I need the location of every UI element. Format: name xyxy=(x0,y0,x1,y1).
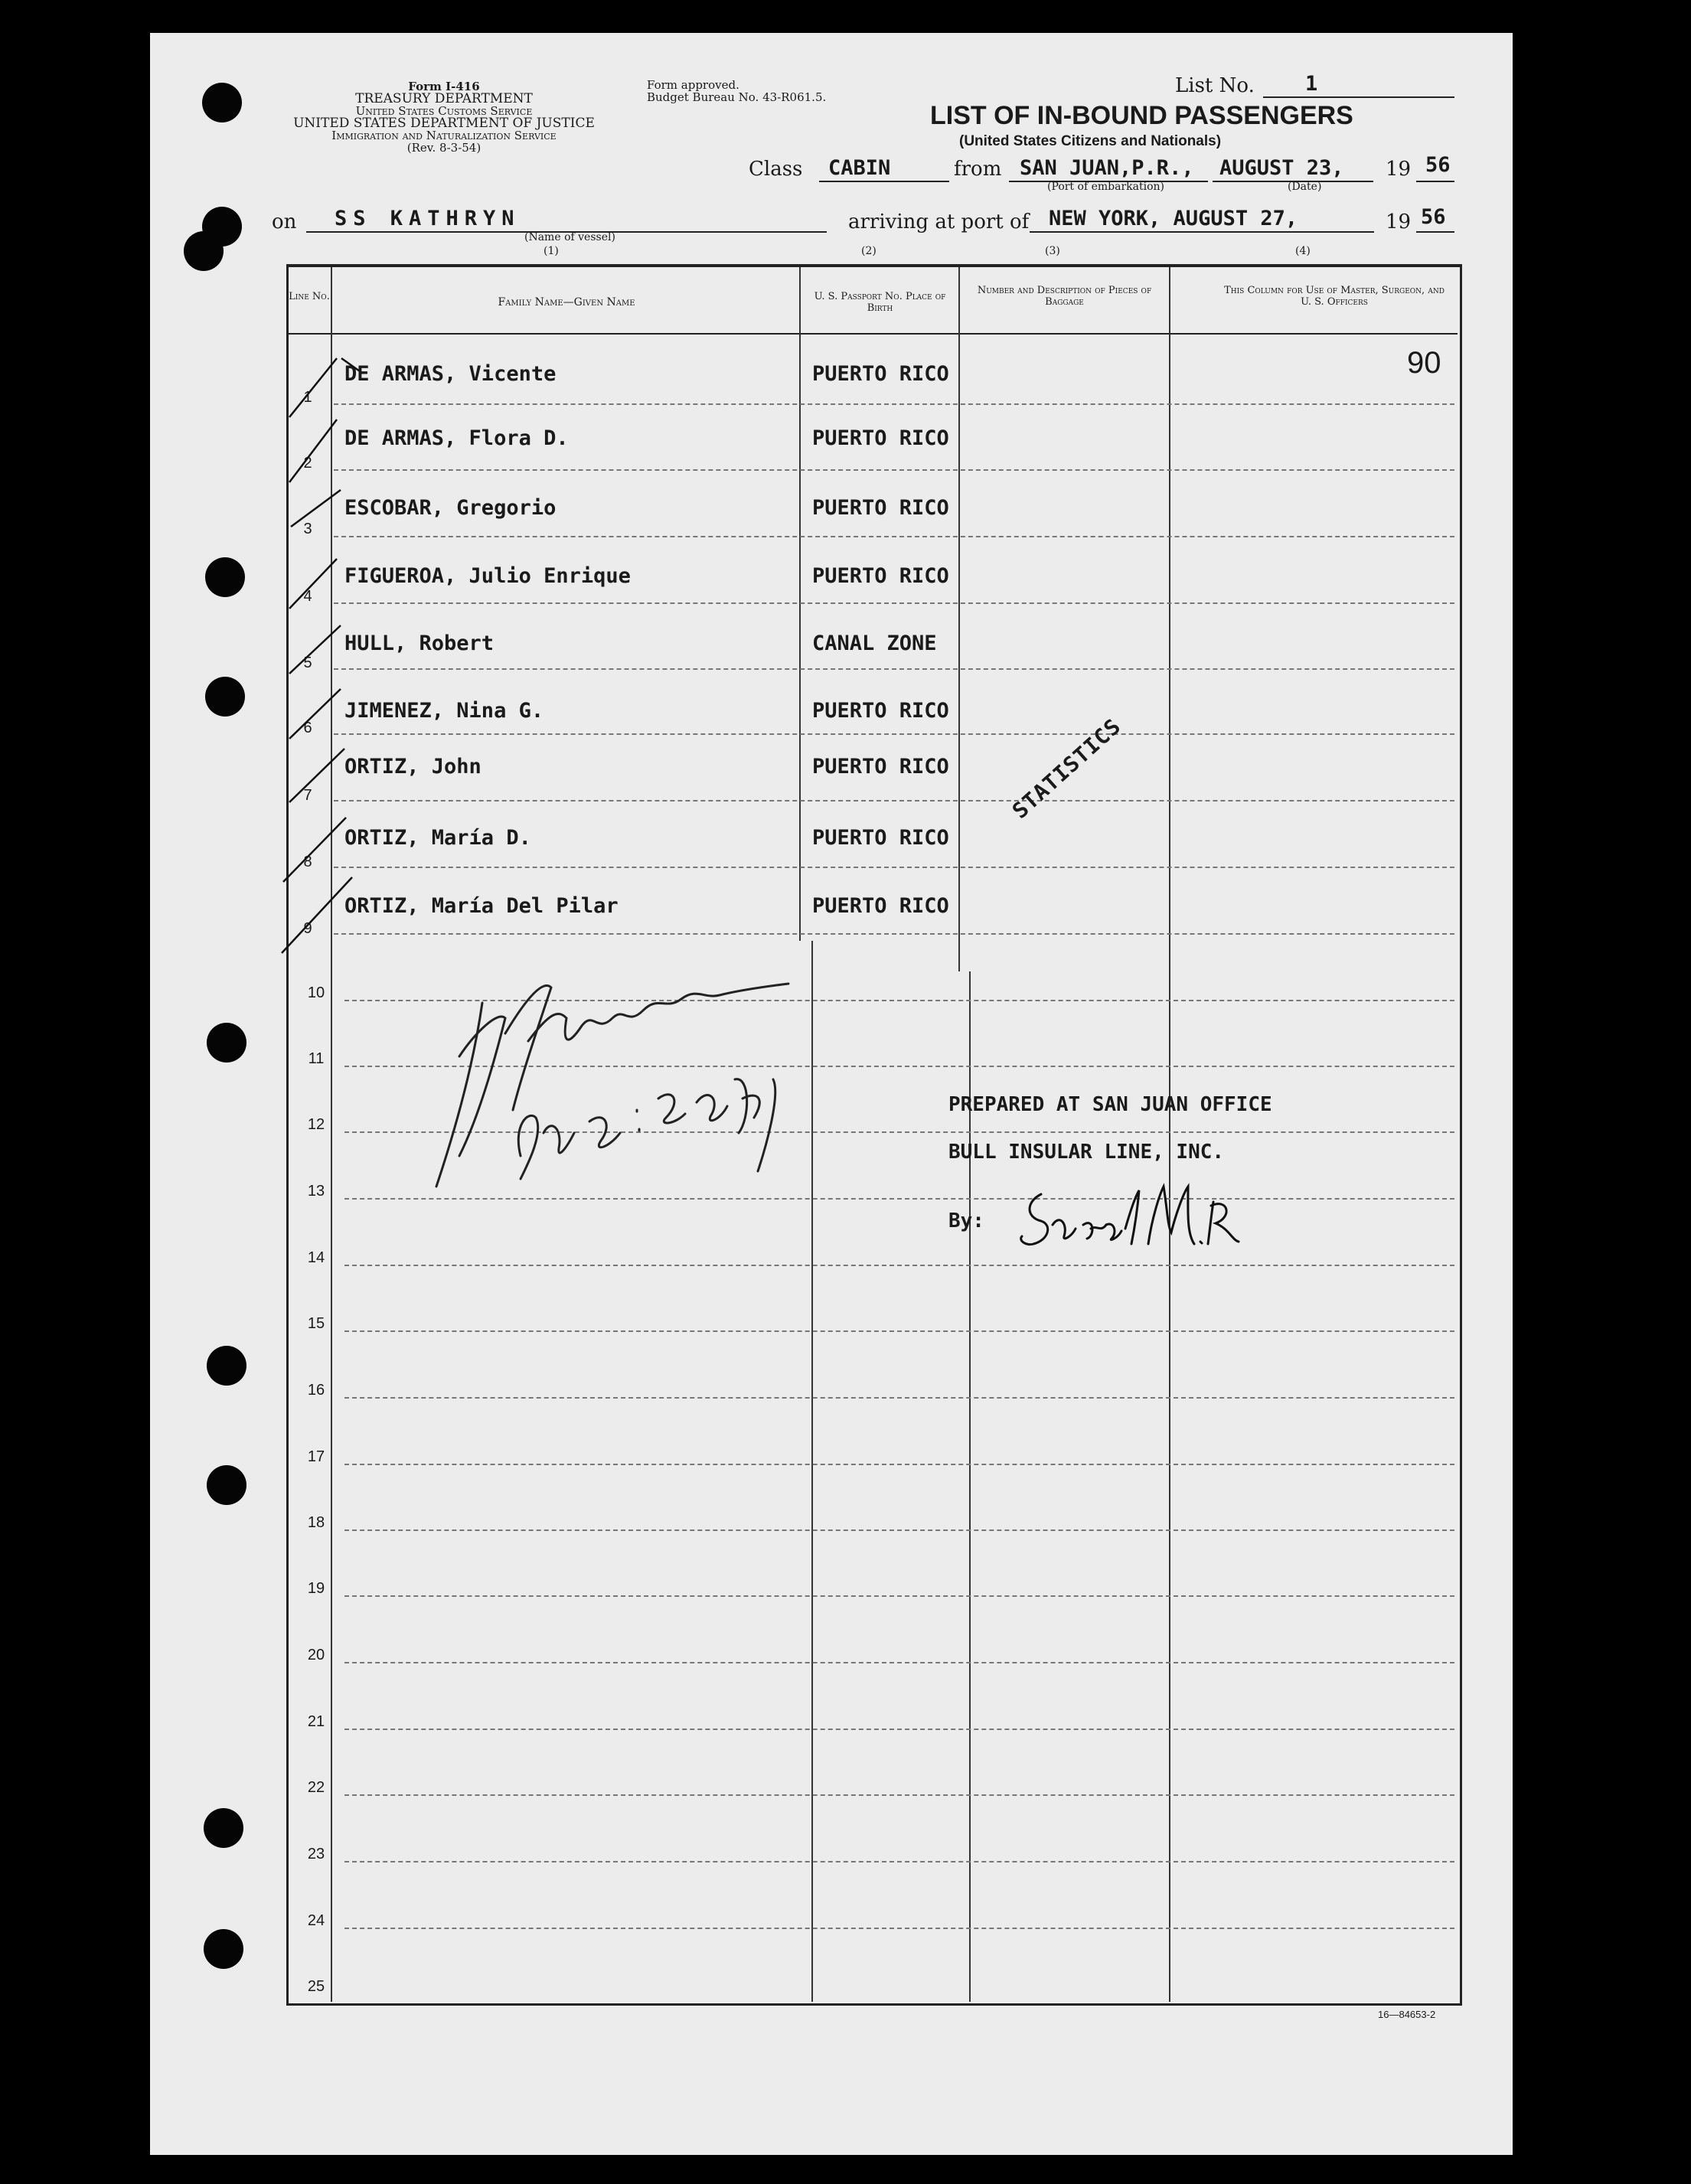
row-rule xyxy=(344,1794,1454,1796)
line-number: 22 xyxy=(307,1779,325,1796)
list-no-value: 1 xyxy=(1305,72,1318,96)
form-approved: Form approved. xyxy=(647,78,739,92)
officer-mark: 90 xyxy=(1407,346,1441,380)
binder-hole xyxy=(207,1346,246,1386)
prepared-line-1: PREPARED AT SAN JUAN OFFICE xyxy=(948,1093,1272,1116)
class-value: CABIN xyxy=(828,156,891,180)
row-rule xyxy=(344,1529,1454,1531)
line-number: 4 xyxy=(303,588,312,605)
line-number: 6 xyxy=(303,720,312,736)
binder-hole xyxy=(204,1808,243,1848)
depart-year-underline xyxy=(1416,181,1454,182)
line-number: 14 xyxy=(307,1249,325,1266)
col-divider-baggage xyxy=(1169,267,1170,2002)
row-rule xyxy=(334,536,1454,537)
embark-port: SAN JUAN,P.R., xyxy=(1020,156,1194,180)
place-of-birth: PUERTO RICO xyxy=(812,362,949,386)
line-number: 7 xyxy=(303,787,312,804)
line-number: 9 xyxy=(303,920,312,937)
place-of-birth: PUERTO RICO xyxy=(812,699,949,723)
row-rule xyxy=(334,403,1454,405)
immigration-label: Immigration and Naturalization Service xyxy=(331,129,557,142)
line-number: 23 xyxy=(307,1846,325,1862)
arrival-year-underline xyxy=(1416,231,1454,233)
inspector-signature xyxy=(429,965,827,1194)
header-officers: This Column for Use of Master, Surgeon, and U. S. Officers xyxy=(1224,285,1445,308)
passenger-name: ORTIZ, John xyxy=(344,755,482,779)
arrival-year: 56 xyxy=(1421,205,1446,229)
list-title: LIST OF IN-BOUND PASSENGERS xyxy=(930,101,1353,130)
line-number: 21 xyxy=(307,1713,325,1730)
col-divider-passport xyxy=(958,267,960,971)
row-rule xyxy=(344,1662,1454,1663)
check-marks xyxy=(276,329,398,957)
customs-label: United States Customs Service xyxy=(355,104,533,118)
line-number: 20 xyxy=(307,1647,325,1663)
row-rule xyxy=(344,1464,1454,1465)
line-number: 3 xyxy=(303,521,312,537)
vessel-name: SS KATHRYN xyxy=(335,207,521,230)
place-of-birth: PUERTO RICO xyxy=(812,426,949,450)
depart-date: AUGUST 23, xyxy=(1219,156,1344,180)
line-number: 18 xyxy=(307,1514,325,1531)
row-rule xyxy=(334,469,1454,471)
binder-hole xyxy=(205,677,245,717)
place-of-birth: CANAL ZONE xyxy=(812,632,937,655)
budget-bureau: Budget Bureau No. 43-R061.5. xyxy=(647,90,827,104)
line-number: 17 xyxy=(307,1448,325,1465)
line-number: 25 xyxy=(307,1978,325,1995)
row-rule xyxy=(334,867,1454,868)
line-number: 12 xyxy=(307,1116,325,1133)
passenger-name: FIGUEROA, Julio Enrique xyxy=(344,564,631,588)
row-rule xyxy=(344,1330,1454,1332)
line-number: 16 xyxy=(307,1382,325,1399)
row-rule xyxy=(334,933,1454,935)
passenger-name: DE ARMAS, Flora D. xyxy=(344,426,569,450)
preparer-signature xyxy=(1010,1171,1240,1263)
binder-hole xyxy=(207,1023,246,1063)
form-agency-block xyxy=(268,80,620,154)
row-rule xyxy=(344,1595,1454,1597)
line-number: 10 xyxy=(307,984,325,1001)
line-number: 24 xyxy=(307,1912,325,1929)
line-number: 8 xyxy=(303,854,312,870)
row-rule xyxy=(344,1928,1454,1929)
binder-hole xyxy=(204,1929,243,1969)
approval-block xyxy=(647,79,826,103)
binder-hole xyxy=(207,1465,246,1505)
place-of-birth: PUERTO RICO xyxy=(812,755,949,779)
binder-hole xyxy=(184,231,224,271)
col-caption-1: (1) xyxy=(544,245,559,257)
justice-label: UNITED STATES DEPARTMENT OF JUSTICE xyxy=(293,116,595,131)
col-caption-3: (3) xyxy=(1045,245,1060,257)
place-of-birth: PUERTO RICO xyxy=(812,564,949,588)
list-no-underline xyxy=(1263,96,1454,98)
col-divider-passport-lower xyxy=(969,971,971,2002)
passenger-name: JIMENEZ, Nina G. xyxy=(344,699,544,723)
col-divider-name xyxy=(799,267,801,941)
row-rule xyxy=(344,1861,1454,1862)
line-number: 1 xyxy=(303,389,312,406)
statistics-stamp: STATISTICS xyxy=(1007,713,1126,824)
line-number: 19 xyxy=(307,1580,325,1597)
year-prefix-2: 19 xyxy=(1386,211,1412,233)
row-rule xyxy=(344,1397,1454,1399)
prepared-line-2: BULL INSULAR LINE, INC. xyxy=(948,1141,1225,1164)
row-rule xyxy=(334,733,1454,735)
line-number: 13 xyxy=(307,1183,325,1200)
line-number: 2 xyxy=(303,455,312,472)
treasury-label: TREASURY DEPARTMENT xyxy=(355,91,533,106)
arriving-label: arriving at port of xyxy=(848,211,1030,233)
binder-hole xyxy=(205,557,245,597)
list-subtitle: (United States Citizens and Nationals) xyxy=(959,133,1222,149)
line-number: 11 xyxy=(308,1050,325,1067)
header-line-no: Line No. xyxy=(289,291,330,302)
col-caption-4: (4) xyxy=(1295,245,1311,257)
line-number: 5 xyxy=(303,655,312,671)
line-number: 15 xyxy=(307,1315,325,1332)
row-rule xyxy=(344,1729,1454,1730)
header-name: Family Name—Given Name xyxy=(498,296,635,309)
arrival-port-date: NEW YORK, AUGUST 27, xyxy=(1049,207,1298,230)
col-caption-2: (2) xyxy=(861,245,877,257)
revision-label: (Rev. 8-3-54) xyxy=(406,141,482,155)
year-prefix: 19 xyxy=(1386,158,1412,181)
passenger-name: DE ARMAS, Vicente xyxy=(344,362,557,386)
row-rule xyxy=(334,602,1454,604)
form-print-code: 16—84653-2 xyxy=(1378,2009,1436,2020)
passenger-name: ORTIZ, María Del Pilar xyxy=(344,894,619,918)
place-of-birth: PUERTO RICO xyxy=(812,826,949,850)
vessel-caption: (Name of vessel) xyxy=(524,231,615,243)
place-of-birth: PUERTO RICO xyxy=(812,894,949,918)
form-number: Form I-416 xyxy=(408,80,480,93)
date-caption: (Date) xyxy=(1288,181,1322,193)
class-label: Class xyxy=(749,158,803,181)
passenger-name: ESCOBAR, Gregorio xyxy=(344,496,557,520)
place-of-birth: PUERTO RICO xyxy=(812,496,949,520)
passenger-name: HULL, Robert xyxy=(344,632,495,655)
on-label: on xyxy=(272,211,297,233)
prepared-by-label: By: xyxy=(948,1210,984,1232)
passenger-name: ORTIZ, María D. xyxy=(344,826,531,850)
embark-caption: (Port of embarkation) xyxy=(1047,181,1164,193)
class-underline xyxy=(819,181,949,182)
table-header-rule xyxy=(289,333,1458,335)
list-no-label: List No. xyxy=(1175,74,1255,97)
row-rule xyxy=(344,1265,1454,1266)
header-passport: U. S. Passport No. Place of Birth xyxy=(814,291,946,314)
row-rule xyxy=(334,668,1454,670)
arrival-underline xyxy=(1030,231,1374,233)
row-rule xyxy=(344,1198,1454,1200)
row-rule xyxy=(334,800,1454,801)
depart-year: 56 xyxy=(1425,153,1451,177)
binder-hole xyxy=(202,83,242,122)
header-baggage: Number and Description of Pieces of Baggage xyxy=(977,285,1152,308)
from-label: from xyxy=(954,158,1002,181)
